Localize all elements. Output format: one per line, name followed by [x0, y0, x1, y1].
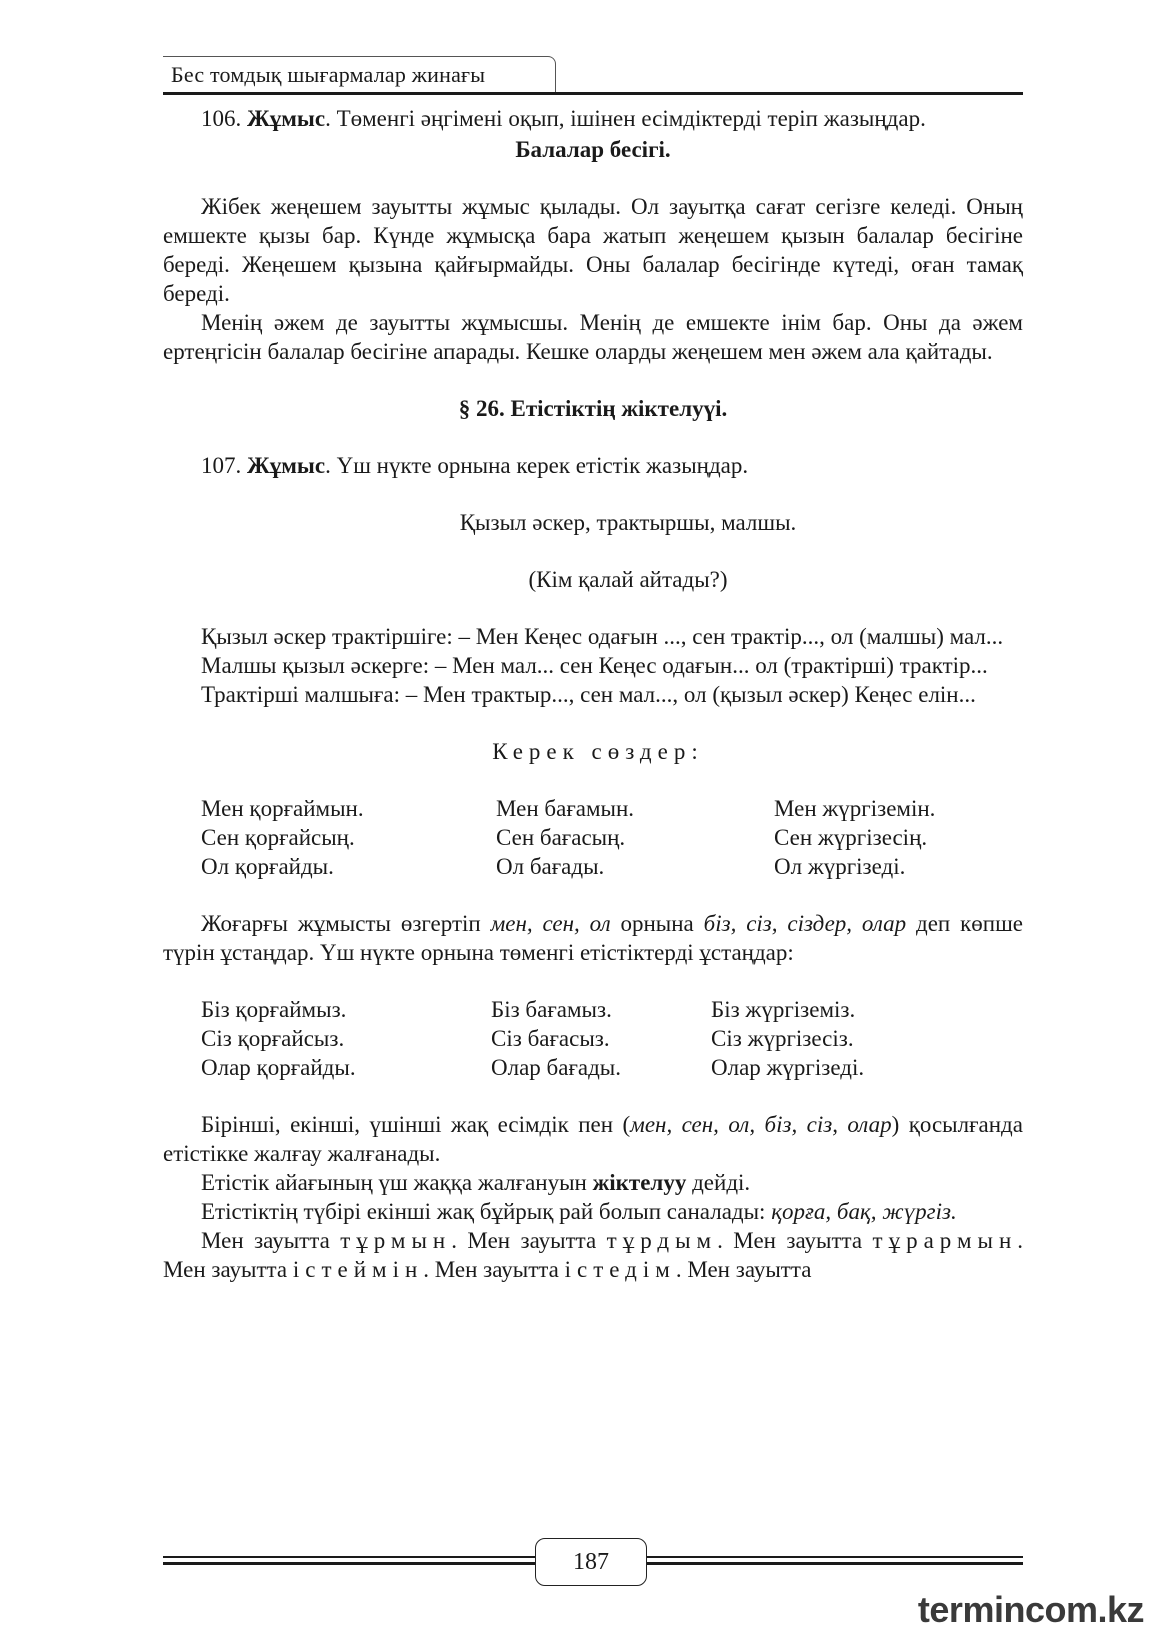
verb-cell: Сіз бағасыз.	[491, 1026, 610, 1051]
dialogue-line-1: Қызыл әскер трактіршіге: – Мен Кеңес одағын ..., сен трактір..., ол (малшы) мал...	[201, 624, 1004, 649]
exercise-label: Жұмыс	[247, 106, 326, 131]
exercise-task-text: . Төменгі әңгімені оқып, ішінен есімдіктерді теріп жазыңдар.	[325, 106, 926, 131]
exercise-107-line1: Қызыл әскер, трактыршы, малшы.	[459, 510, 797, 535]
italic-run: қорға, бақ, жүргіз.	[771, 1199, 957, 1224]
rule-paragraph-1	[163, 1110, 1023, 1168]
text-run: дейді.	[686, 1170, 751, 1195]
exercise-106-task	[163, 104, 1023, 133]
text-run: Жоғарғы жұмысты өзгертіп	[201, 911, 491, 936]
verb-cell: Сіз жүргізесіз.	[711, 1026, 854, 1051]
verb-cell: Сен бағасың.	[496, 825, 626, 850]
header-rule	[163, 92, 1023, 95]
exercise-107-task	[163, 451, 1023, 480]
page-content	[163, 104, 1023, 1284]
text-run: деп көпше түрін ұстаңдар. Үш нүкте орнына төменгі етістіктерді ұстаңдар:	[163, 911, 1024, 965]
spaced-verb: істеймін	[292, 1257, 424, 1282]
verb-cell: Олар жүргізеді.	[711, 1055, 865, 1080]
italic-run: біз, сіз, сіздер, олар	[703, 911, 907, 936]
spaced-verb: тұрмын	[340, 1228, 452, 1253]
verb-cell: Мен қорғаймын.	[201, 796, 364, 821]
text-run: . Мен зауытта	[423, 1257, 565, 1282]
spaced-verb: тұрдым	[606, 1228, 718, 1253]
verb-cell: Мен бағамын.	[496, 796, 635, 821]
text-run: орнына	[610, 911, 704, 936]
verb-cell: Олар қорғайды.	[201, 1055, 356, 1080]
italic-run: мен, сен, ол	[490, 911, 611, 936]
story-paragraph-1: Жібек жеңешем зауытты жұмыс қылады. Ол зауытқа сағат сегізге келеді. Оның емшекте қызы бар. Күнде жұмысқа бара жатып жеңешем қызын балалар бесігіне береді. Жеңешем қызына қайғырмайды. Оны балалар бесігінде күтеді, оған тамақ береді.	[163, 194, 1023, 306]
italic-run: мен, сен, ол, біз, сіз, олар	[630, 1112, 892, 1137]
verb-cell: Ол қорғайды.	[201, 854, 334, 879]
exercise-number: 107.	[201, 453, 242, 478]
text-run: . Мен зауытта	[163, 1228, 1024, 1282]
exercise-label: Жұмыс	[247, 453, 326, 478]
verb-cell: Біз жүргіземіз.	[711, 997, 856, 1022]
running-header	[163, 54, 1023, 94]
dialogue-line-3: Трактірші малшыға: – Мен трактыр..., сен мал..., ол (қызыл әскер) Кеңес елін...	[201, 682, 976, 707]
verb-cell: Сен жүргізесің.	[774, 825, 928, 850]
rule-paragraph-3	[163, 1197, 1023, 1226]
text-run: . Мен зауытта	[717, 1228, 873, 1253]
footer-rule-right-bottom	[647, 1562, 1023, 1565]
page-number: 187	[535, 1538, 647, 1586]
verb-cell: Біз қорғаймыз.	[201, 997, 347, 1022]
verb-cell: Олар бағады.	[491, 1055, 622, 1080]
dialogue-line-2: Малшы қызыл әскерге: – Мен мал... сен Кеңес одағын... ол (трактірші) трактір...	[201, 653, 988, 678]
footer-rule-right-top	[647, 1556, 1023, 1558]
spaced-verb: тұрармын	[872, 1228, 1018, 1253]
verb-cell: Ол жүргізеді.	[774, 854, 906, 879]
text-run: . Мен зауытта	[451, 1228, 607, 1253]
verb-table-singular	[163, 794, 1023, 881]
spaced-verb: істедім	[564, 1257, 676, 1282]
text-run: Мен зауытта	[201, 1228, 341, 1253]
watermark-logo: termincom.kz	[917, 1589, 1144, 1630]
verb-cell: Сен қорғайсың.	[201, 825, 355, 850]
exercise-task-text: . Үш нүкте орнына керек етістік жазыңдар.	[325, 453, 749, 478]
verb-cell: Сіз қорғайсыз.	[201, 1026, 345, 1051]
bold-term: жіктелуу	[592, 1170, 687, 1195]
section-heading: § 26. Етістіктің жіктелуүі.	[458, 396, 728, 421]
verb-cell: Мен жүргіземін.	[774, 796, 936, 821]
verb-cell: Біз бағамыз.	[491, 997, 612, 1022]
rule-paragraph-2	[163, 1168, 1023, 1197]
footer-rule-left-top	[163, 1556, 535, 1558]
text-run: . Мен зауытта	[675, 1257, 812, 1282]
story-paragraph-2: Менің әжем де зауытты жұмысшы. Менің де емшекте інім бар. Оны да әжем ертеңгісін балалар бесігіне апарады. Кешке оларды жеңешем мен әжем ала қайтады.	[163, 310, 1023, 364]
exercise-107-line2: (Кім қалай айтады?)	[528, 567, 728, 592]
story-title: Балалар бесігі.	[515, 137, 671, 162]
verb-table-plural	[163, 995, 1023, 1082]
text-run: ) қосылғанда етістікке жалғау жалғанады.	[163, 1112, 1023, 1166]
page-footer	[163, 1538, 1023, 1590]
text-run: Етістік айағының үш жаққа жалғануын	[201, 1170, 593, 1195]
text-run: Етістіктің түбірі екінші жақ бұйрық рай болып саналады:	[201, 1199, 772, 1224]
footer-rule-left-bottom	[163, 1562, 535, 1565]
needed-words-heading: Керек сөздер:	[492, 739, 704, 764]
verb-cell: Ол бағады.	[496, 854, 605, 879]
header-title: Бес томдық шығармалар жинағы	[171, 62, 486, 87]
example-paragraph	[163, 1226, 1023, 1284]
text-run: Бірінші, екінші, үшінші жақ есімдік пен (	[201, 1112, 631, 1137]
exercise-number: 106.	[201, 106, 242, 131]
change-instructions	[163, 909, 1023, 967]
